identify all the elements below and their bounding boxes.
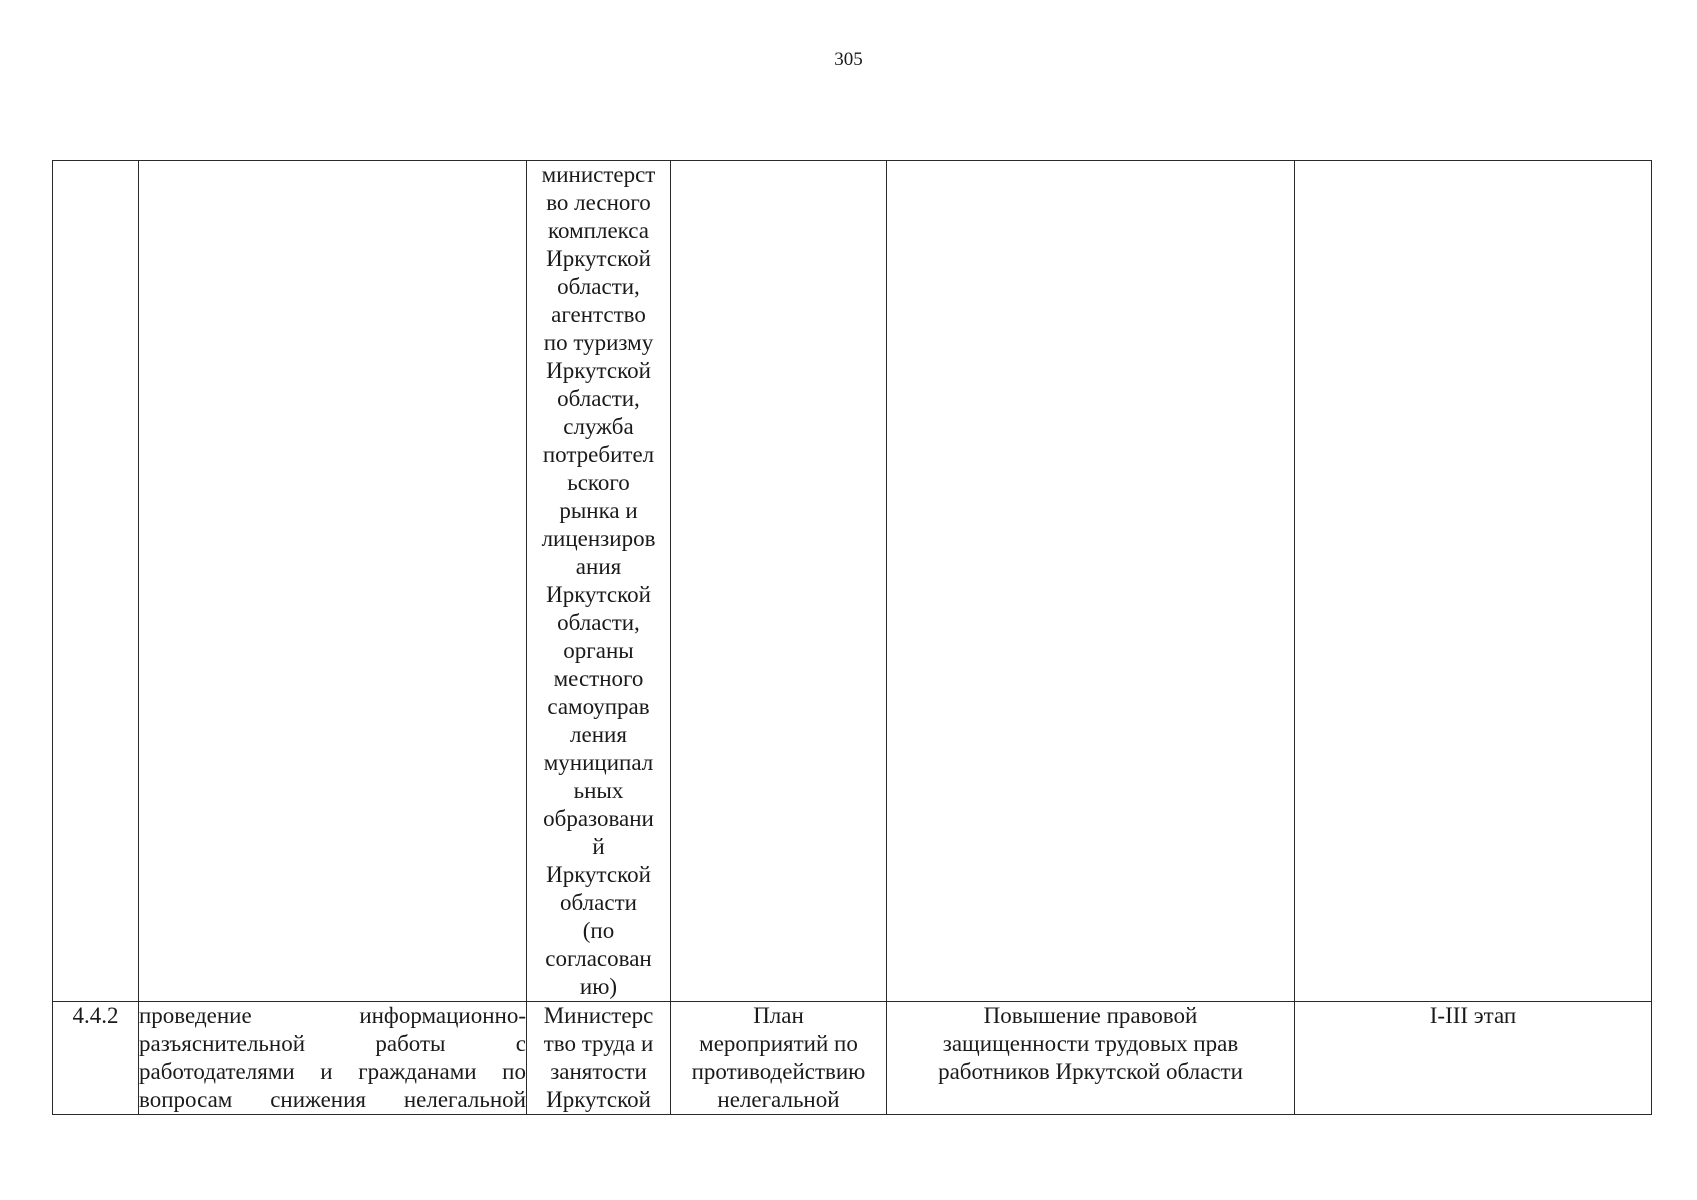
result-line: защищенности трудовых прав [942,1031,1239,1056]
page-number: 305 [834,49,863,70]
executor-line: Министерс [543,1003,654,1028]
executor-line: агентство [551,302,646,327]
document-line: нелегальной [717,1087,840,1112]
executor-line: муниципал [543,750,654,775]
executor-line: тво труда и [543,1031,654,1056]
cell-description [139,1002,527,1115]
executor-line: комплекса [548,218,649,243]
executor-line: области, [557,274,640,299]
executor-line: ания [575,554,622,579]
executor-line: области, [557,610,640,635]
executor-line: министерст [541,162,656,187]
description-line: разъяснительной работы с [139,1031,526,1056]
table-row-4-4-2 [53,1002,1652,1115]
document-line: План [753,1003,804,1028]
executor-line: лицензиров [541,526,656,551]
executor-line: области, [557,386,640,411]
executor-line: по туризму [543,330,654,355]
executor-line: (по [582,918,615,943]
cell-stage [1295,161,1652,1002]
description-line: вопросам снижения нелегальной [139,1087,526,1112]
executor-line: согласован [545,946,652,971]
executor-line: Иркутской [546,1087,651,1112]
executor-line: ления [570,722,627,747]
measures-table [52,160,1652,1115]
executor-line: потребител [542,442,655,467]
executor-line: й [592,834,605,859]
result-line: работников Иркутской области [938,1059,1243,1084]
executor-line: органы [563,638,634,663]
cell-stage: I-III этап [1295,1002,1652,1115]
executor-line: местного [553,666,644,691]
cell-number: 4.4.2 [53,1002,139,1115]
executor-line: образовани [543,806,654,831]
executor-line: области [560,890,637,915]
document-line: мероприятий по [699,1031,858,1056]
cell-result [887,1002,1295,1115]
description-line: работодателями и гражданами по [139,1059,526,1084]
executor-line: Иркутской [546,358,651,383]
description-line: проведение информационно- [139,1003,526,1028]
cell-number [53,161,139,1002]
table-row-continuation [53,161,1652,1002]
cell-executor [527,1002,671,1115]
executor-line: Иркутской [546,246,651,271]
executor-line: во лесного [546,190,651,215]
cell-document [671,161,887,1002]
executor-line: ьных [573,778,624,803]
executor-line: ию) [579,974,618,999]
executor-line: служба [563,414,634,439]
executor-line: самоуправ [547,694,650,719]
cell-document [671,1002,887,1115]
document-line: противодействию [691,1059,866,1084]
cell-result [887,161,1295,1002]
cell-description [139,161,527,1002]
executor-line: Иркутской [546,582,651,607]
cell-executor [527,161,671,1002]
executor-line: ьского [567,470,630,495]
executor-line: рынка и [559,498,638,523]
executor-line: занятости [550,1059,647,1084]
result-line: Повышение правовой [983,1003,1198,1028]
executor-line: Иркутской [546,862,651,887]
